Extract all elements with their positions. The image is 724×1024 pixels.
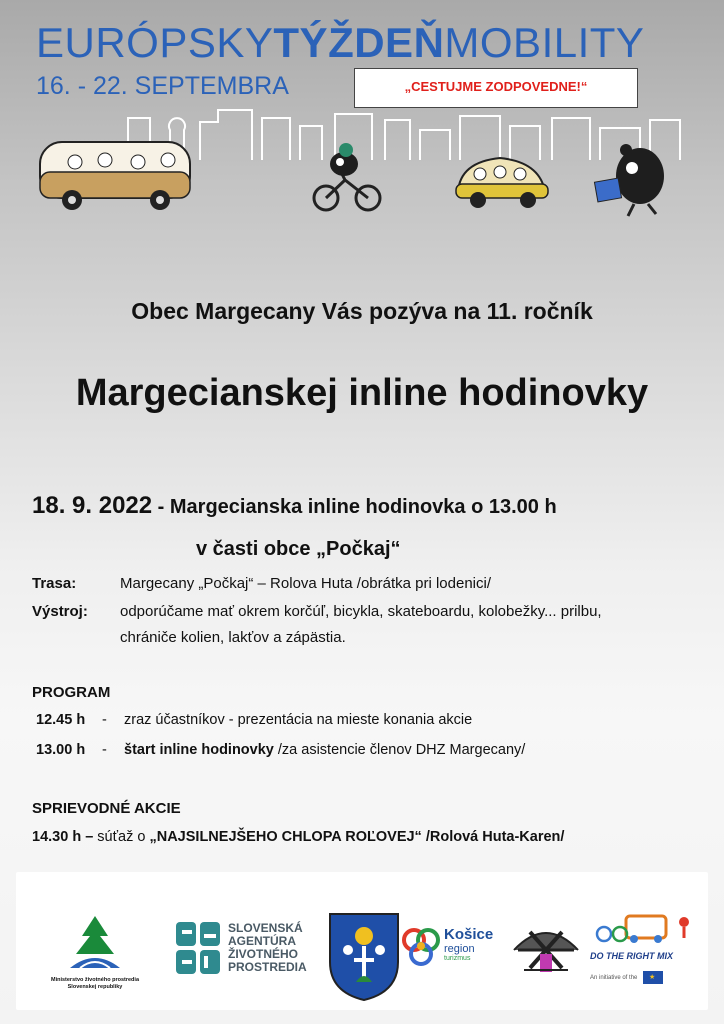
eu-flag-icon: ★ xyxy=(643,971,663,984)
program-text: /za asistencie členov DHZ Margecany/ xyxy=(273,742,526,758)
side-event-time: 14.30 h – xyxy=(32,829,94,845)
program-item xyxy=(32,742,525,758)
city-illustration xyxy=(0,100,724,220)
event-date: 18. 9. 2022 xyxy=(32,492,153,519)
side-event-bold: „NAJSILNEJŠEHO CHLOPA ROĽOVEJ“ /Rolová Huta-Karen/ xyxy=(149,829,565,845)
sazp-mark-icon xyxy=(176,922,222,974)
do-the-right-mix-logo xyxy=(590,912,702,994)
kosice-line3: turizmus xyxy=(444,955,471,962)
route-row xyxy=(32,575,491,592)
sazp-line2: AGENTÚRA xyxy=(228,934,296,948)
route-label: Trasa: xyxy=(32,575,77,592)
ministry-tree-icon xyxy=(40,914,150,972)
dtrm-sub: An initiative of the xyxy=(590,975,638,982)
slogan-text: „CESTUJME ZODPOVEDNE!“ xyxy=(404,79,588,94)
car-icon xyxy=(456,158,548,208)
kosice-line2: region xyxy=(444,943,475,955)
program-time: 12.45 h xyxy=(36,712,86,728)
gear-text-line2: chrániče kolien, lakťov a zápästia. xyxy=(120,629,346,646)
side-event-line xyxy=(32,829,564,845)
program-text: zraz účastníkov - prezentácia na mieste konania akcie xyxy=(124,712,473,728)
event-description: Margecianska inline hodinovka o 13.00 h xyxy=(169,496,557,518)
program-heading: PROGRAM xyxy=(32,684,111,701)
kosice-knot-icon xyxy=(400,924,442,970)
banner-title-part3: MOBILITY xyxy=(444,19,645,66)
sazp-logo xyxy=(176,920,326,980)
mobility-vehicles-icon xyxy=(590,912,702,944)
sazp-line1: SLOVENSKÁ xyxy=(228,921,303,935)
ministry-name-line2: Slovenskej republiky xyxy=(67,984,123,990)
gear-label: Výstroj: xyxy=(32,603,88,620)
banner-title xyxy=(36,20,644,66)
event-dateline xyxy=(32,492,557,520)
margecany-coat-of-arms-icon xyxy=(326,910,402,1002)
kosice-region-logo xyxy=(400,920,510,980)
event-location: v časti obce „Počkaj“ xyxy=(196,538,401,560)
banner-dates: 16. - 22. SEPTEMBRA xyxy=(36,72,289,100)
pedestrian-icon xyxy=(594,144,664,216)
side-events-heading: SPRIEVODNÉ AKCIE xyxy=(32,800,181,817)
sazp-line3: ŽIVOTNÉHO xyxy=(228,947,299,961)
ministry-name-line1: Ministerstvo životného prostredia xyxy=(50,977,139,983)
event-dash: - xyxy=(152,496,170,518)
program-bold: štart inline hodinovky xyxy=(124,742,274,758)
gear-row xyxy=(32,603,602,620)
gear-row-2 xyxy=(120,629,346,646)
mining-emblem-icon xyxy=(504,920,588,978)
dtrm-text: DO THE RIGHT MIX xyxy=(590,951,673,961)
sazp-line4: PROSTREDIA xyxy=(228,960,307,974)
kosice-line1: Košice xyxy=(444,926,494,943)
bus-icon xyxy=(40,142,190,210)
footer-logos xyxy=(16,872,708,1010)
banner-title-part1: EURÓPSKY xyxy=(36,19,274,66)
program-dash: - xyxy=(102,742,107,758)
event-title: Margecianskej inline hodinovky xyxy=(75,372,649,414)
program-item xyxy=(32,712,472,728)
cyclist-icon xyxy=(314,143,380,210)
gear-text-line1: odporúčame mať okrem korčúľ, bicykla, skateboardu, kolobežky... prilbu, xyxy=(120,603,602,620)
banner-title-part2: TÝŽDEŇ xyxy=(273,19,445,66)
skyline-outline xyxy=(128,110,680,160)
route-text: Margecany „Počkaj“ – Rolova Huta /obrátka pri lodenici/ xyxy=(120,575,492,592)
invitation-line: Obec Margecany Vás pozýva na 11. ročník xyxy=(131,298,593,324)
side-event-text: súťaž o xyxy=(93,829,150,845)
ministry-logo xyxy=(40,914,150,994)
program-dash: - xyxy=(102,712,107,728)
program-time: 13.00 h xyxy=(36,742,86,758)
